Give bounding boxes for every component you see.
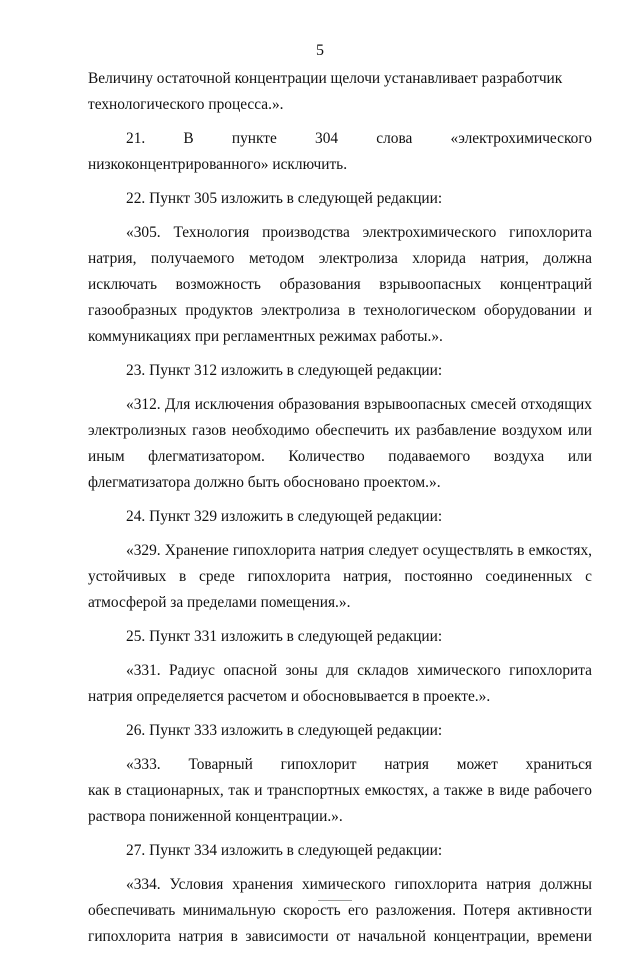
paragraph-line: 21. В пункте 304 слова «электрохимического (126, 130, 592, 147)
paragraph-3: «305. Технология производства электрохимического гипохлорита натрия, получаемого методом электролиза хлорида натрия, должна исключать возможность образования взрывоопасных концентраций газообразных продуктов электролиза в технологическом оборудовании и коммуникациях при регламентных режимах работы.». (88, 224, 592, 345)
paragraph-line: как в стационарных, так и транспортных емкостях, а также в виде рабочего (88, 782, 592, 799)
paragraph-line: Величину остаточной концентрации щелочи устанавливает разработчик (88, 70, 563, 87)
paragraph-line: низкоконцентрированного» исключить. (88, 156, 348, 173)
paragraph-9: «331. Радиус опасной зоны для складов химического гипохлорита натрия определяется расчетом и обосновывается в проекте.». (88, 662, 592, 705)
paragraph-4: 23. Пункт 312 изложить в следующей редакции: (126, 362, 443, 379)
paragraph-8: 25. Пункт 331 изложить в следующей редакции: (126, 628, 443, 645)
paragraph-1 (88, 126, 592, 178)
paragraph-12: 27. Пункт 334 изложить в следующей редакции: (126, 842, 443, 859)
paragraph-5: «312. Для исключения образования взрывоопасных смесей отходящих электролизных газов необходимо обеспечить их разбавление воздухом или иным флегматизатором. Количество подаваемого воздуха или флегматизатора должно быть обосновано проектом.». (88, 396, 592, 491)
page-number: 5 (316, 42, 324, 59)
paragraph-2: 22. Пункт 305 изложить в следующей редакции: (126, 190, 443, 207)
paragraph-10: 26. Пункт 333 изложить в следующей редакции: (126, 722, 443, 739)
document-body (88, 66, 592, 958)
paragraph-7: «329. Хранение гипохлорита натрия следует осуществлять в емкостях, устойчивых в среде гипохлорита натрия, постоянно соединенных с атмосферой за пределами помещения.». (88, 542, 592, 611)
paragraph-0 (88, 66, 592, 118)
paragraph-13: «334. Условия хранения химического гипохлорита натрия должны обеспечивать минимальную скорость его разложения. Потеря активности гипохлорита натрия в зависимости от начальной концентрации, времени (88, 876, 592, 945)
paragraph-11 (88, 752, 592, 830)
paragraph-line: раствора пониженной концентрации.». (88, 808, 343, 825)
paragraph-line: технологического процесса.». (88, 96, 284, 113)
paragraph-6: 24. Пункт 329 изложить в следующей редакции: (126, 508, 443, 525)
scan-artifact (318, 900, 352, 901)
paragraph-line: «333. Товарный гипохлорит натрия может храниться (126, 756, 592, 773)
